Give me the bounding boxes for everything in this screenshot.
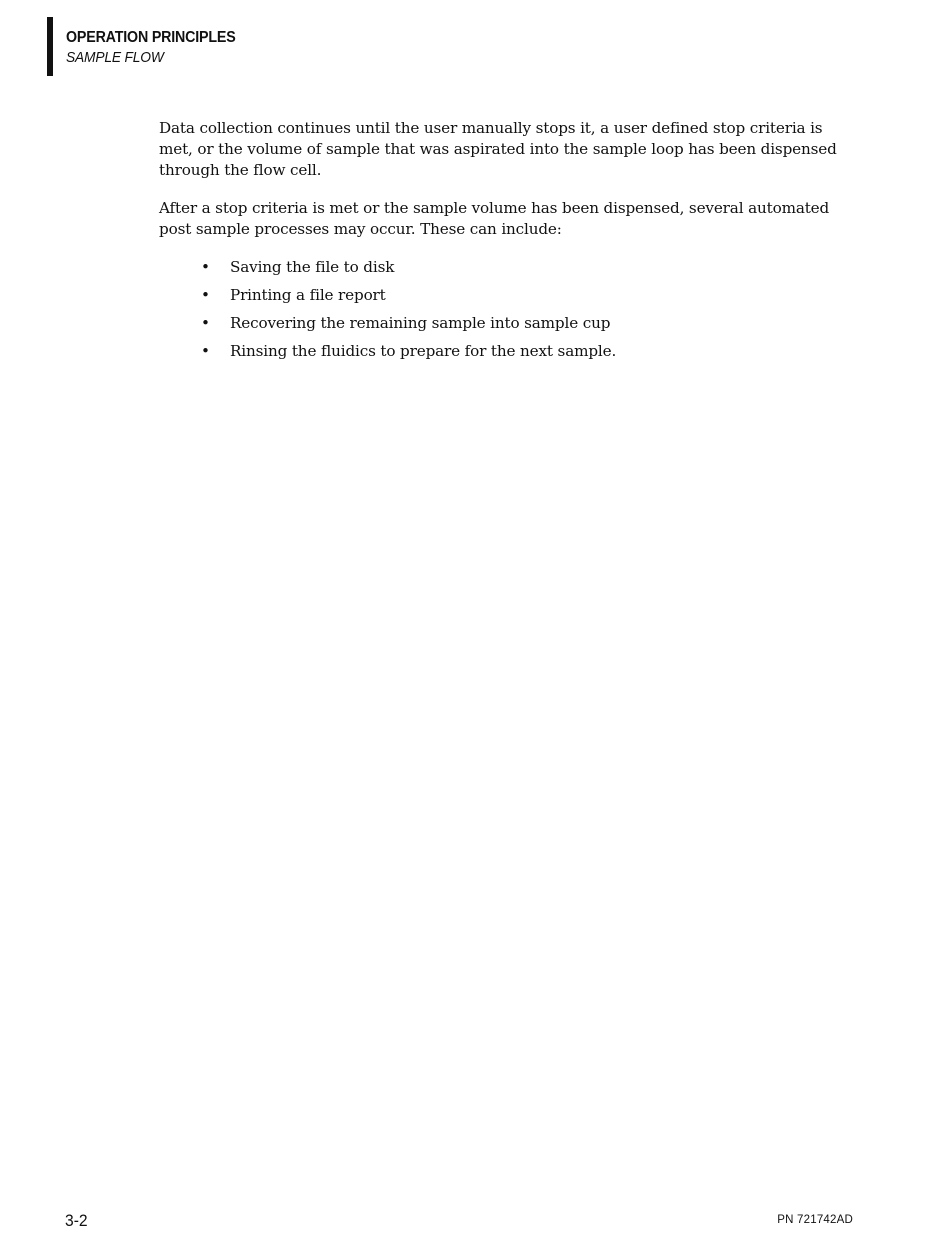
list-item-text: Recovering the remaining sample into sample cup [230,314,611,332]
section-title: OPERATION PRINCIPLES [66,29,236,46]
bullet-icon: • [201,342,210,360]
section-subtitle: SAMPLE FLOW [66,49,164,66]
list-item-text: Rinsing the fluidics to prepare for the next sample. [230,342,617,360]
list-item [159,257,859,285]
page-number: 3-2 [65,1211,88,1230]
list-item [159,341,859,369]
header-accent-bar [47,17,53,76]
paragraph-post-sample: After a stop criteria is met or the sample volume has been dispensed, several automated post sample processes may occur. These can include: [159,199,830,238]
list-item-text: Saving the file to disk [230,258,395,276]
list-item [159,313,859,341]
part-number: PN 721742AD [777,1214,853,1226]
post-sample-process-list [159,257,859,369]
bullet-icon: • [201,258,210,276]
list-item [159,285,859,313]
bullet-icon: • [201,314,210,332]
main-content [159,118,859,369]
bullet-icon: • [201,286,210,304]
paragraph-data-collection: Data collection continues until the user manually stops it, a user defined stop criteria is met, or the volume of sample that was aspirated into the sample loop has been dispensed through the flow cell. [159,119,837,179]
list-item-text: Printing a file report [230,286,386,304]
